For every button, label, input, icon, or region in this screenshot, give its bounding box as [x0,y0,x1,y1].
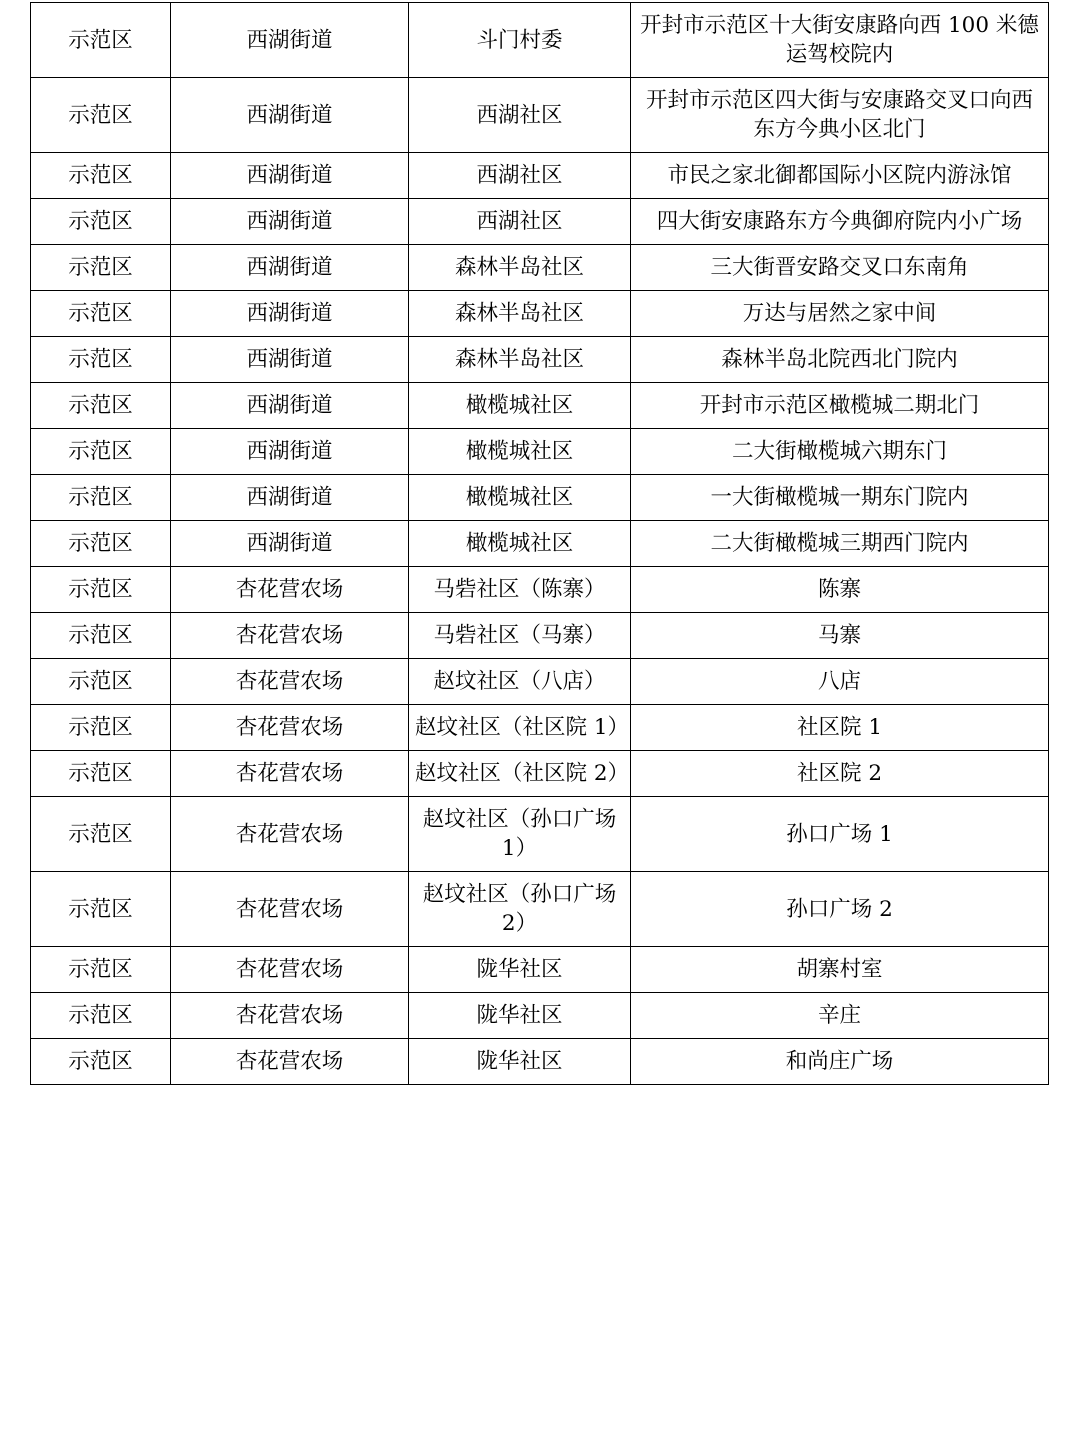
table-row [31,475,1049,521]
cell-address: 市民之家北御都国际小区院内游泳馆 [631,153,1049,199]
table-row [31,613,1049,659]
table-row [31,429,1049,475]
cell-street: 杏花营农场 [171,993,409,1039]
cell-community: 赵坟社区（社区院 1） [409,705,631,751]
cell-address: 八店 [631,659,1049,705]
table-row [31,797,1049,872]
cell-address: 社区院 2 [631,751,1049,797]
cell-address: 二大街橄榄城六期东门 [631,429,1049,475]
cell-community: 西湖社区 [409,78,631,153]
table-row [31,751,1049,797]
cell-street: 西湖街道 [171,429,409,475]
cell-street: 杏花营农场 [171,705,409,751]
cell-district: 示范区 [31,429,171,475]
cell-address: 森林半岛北院西北门院内 [631,337,1049,383]
cell-district: 示范区 [31,475,171,521]
cell-address: 陈寨 [631,567,1049,613]
cell-community: 森林半岛社区 [409,337,631,383]
cell-community: 斗门村委 [409,3,631,78]
cell-address: 胡寨村室 [631,947,1049,993]
cell-address: 社区院 1 [631,705,1049,751]
cell-district: 示范区 [31,337,171,383]
cell-street: 西湖街道 [171,475,409,521]
cell-district: 示范区 [31,199,171,245]
cell-district: 示范区 [31,613,171,659]
cell-street: 西湖街道 [171,3,409,78]
table-row [31,872,1049,947]
cell-address: 辛庄 [631,993,1049,1039]
cell-street: 杏花营农场 [171,613,409,659]
cell-district: 示范区 [31,291,171,337]
table-row [31,1039,1049,1085]
locations-table [30,2,1049,1085]
cell-address: 开封市示范区四大街与安康路交叉口向西东方今典小区北门 [631,78,1049,153]
table-row [31,3,1049,78]
table-row [31,567,1049,613]
table-row [31,78,1049,153]
cell-district: 示范区 [31,993,171,1039]
cell-street: 西湖街道 [171,78,409,153]
cell-address: 开封市示范区橄榄城二期北门 [631,383,1049,429]
cell-community: 陇华社区 [409,993,631,1039]
cell-street: 杏花营农场 [171,567,409,613]
cell-community: 马砦社区（马寨） [409,613,631,659]
cell-district: 示范区 [31,521,171,567]
cell-street: 杏花营农场 [171,1039,409,1085]
cell-community: 陇华社区 [409,947,631,993]
table-row [31,291,1049,337]
table-row [31,337,1049,383]
table-row [31,199,1049,245]
cell-community: 西湖社区 [409,153,631,199]
cell-district: 示范区 [31,705,171,751]
cell-address: 和尚庄广场 [631,1039,1049,1085]
cell-district: 示范区 [31,872,171,947]
cell-community: 陇华社区 [409,1039,631,1085]
cell-district: 示范区 [31,3,171,78]
cell-street: 西湖街道 [171,245,409,291]
cell-street: 杏花营农场 [171,659,409,705]
locations-table-body [31,3,1049,1085]
cell-community: 西湖社区 [409,199,631,245]
cell-community: 赵坟社区（孙口广场 2） [409,872,631,947]
table-row [31,705,1049,751]
cell-district: 示范区 [31,245,171,291]
cell-district: 示范区 [31,797,171,872]
cell-street: 西湖街道 [171,337,409,383]
cell-street: 西湖街道 [171,383,409,429]
table-row [31,521,1049,567]
cell-community: 赵坟社区（八店） [409,659,631,705]
cell-street: 杏花营农场 [171,872,409,947]
cell-street: 西湖街道 [171,199,409,245]
cell-street: 杏花营农场 [171,751,409,797]
cell-community: 橄榄城社区 [409,383,631,429]
cell-district: 示范区 [31,947,171,993]
cell-community: 橄榄城社区 [409,429,631,475]
cell-district: 示范区 [31,567,171,613]
cell-address: 孙口广场 2 [631,872,1049,947]
cell-address: 马寨 [631,613,1049,659]
cell-district: 示范区 [31,659,171,705]
cell-address: 一大街橄榄城一期东门院内 [631,475,1049,521]
table-row [31,947,1049,993]
table-row [31,659,1049,705]
cell-district: 示范区 [31,78,171,153]
cell-street: 西湖街道 [171,291,409,337]
cell-street: 杏花营农场 [171,947,409,993]
cell-community: 赵坟社区（孙口广场 1） [409,797,631,872]
cell-district: 示范区 [31,751,171,797]
cell-street: 杏花营农场 [171,797,409,872]
cell-address: 四大街安康路东方今典御府院内小广场 [631,199,1049,245]
cell-address: 二大街橄榄城三期西门院内 [631,521,1049,567]
cell-address: 开封市示范区十大街安康路向西 100 米德运驾校院内 [631,3,1049,78]
cell-street: 西湖街道 [171,521,409,567]
cell-address: 万达与居然之家中间 [631,291,1049,337]
cell-address: 孙口广场 1 [631,797,1049,872]
cell-community: 赵坟社区（社区院 2） [409,751,631,797]
cell-community: 森林半岛社区 [409,245,631,291]
cell-street: 西湖街道 [171,153,409,199]
table-row [31,245,1049,291]
cell-community: 橄榄城社区 [409,521,631,567]
table-row [31,153,1049,199]
table-row [31,993,1049,1039]
cell-community: 橄榄城社区 [409,475,631,521]
cell-district: 示范区 [31,153,171,199]
cell-address: 三大街晋安路交叉口东南角 [631,245,1049,291]
cell-district: 示范区 [31,1039,171,1085]
table-row [31,383,1049,429]
cell-community: 森林半岛社区 [409,291,631,337]
cell-district: 示范区 [31,383,171,429]
cell-community: 马砦社区（陈寨） [409,567,631,613]
